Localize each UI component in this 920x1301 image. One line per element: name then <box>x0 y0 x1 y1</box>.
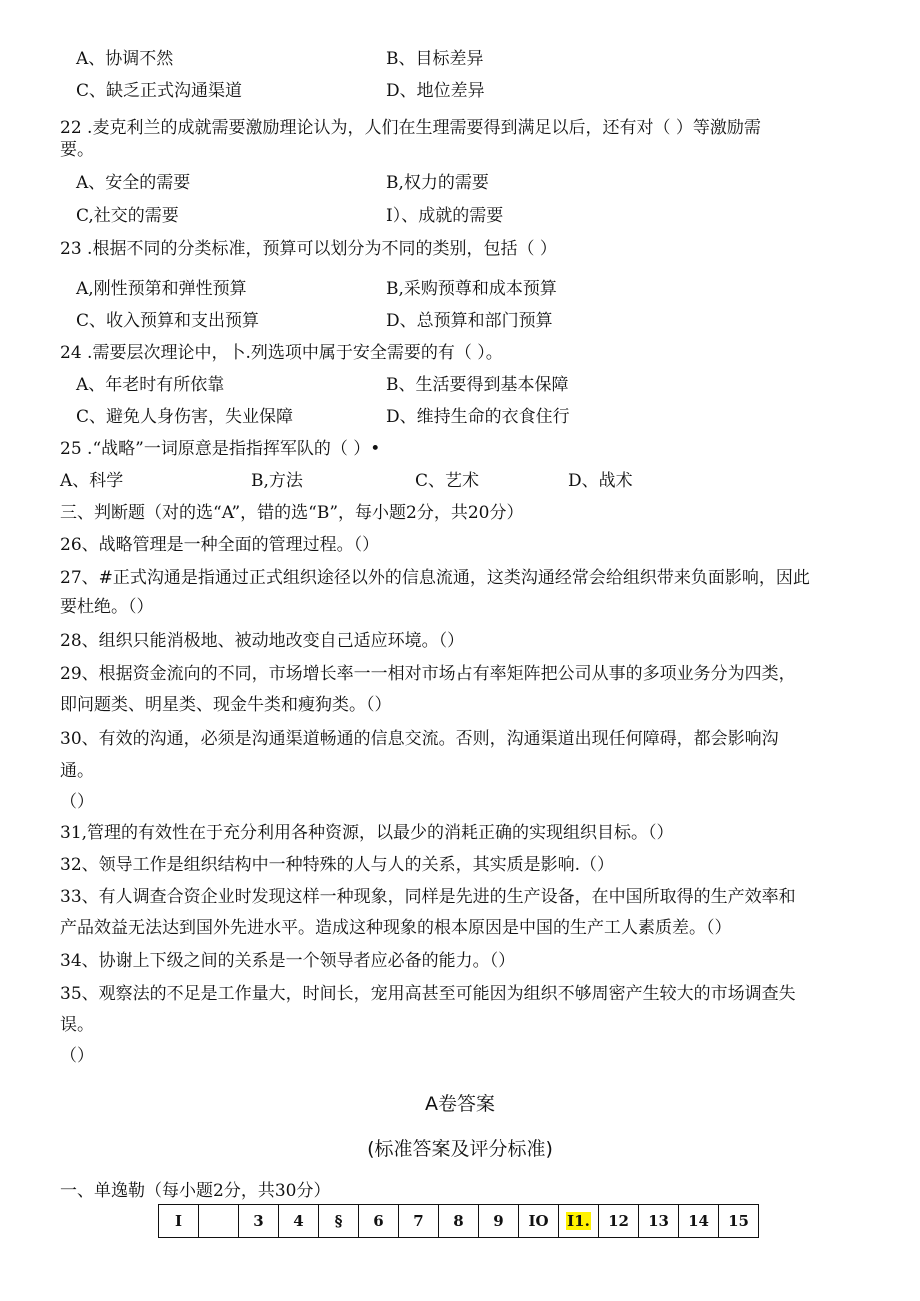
judgment-33-line2: 产品效益无法达到国外先进水平。造成这种现象的根本原因是中国的生产工人素质差。（） <box>60 918 732 938</box>
answer-cell: 13 <box>639 1205 679 1238</box>
q21-option-d: D、地位差异 <box>386 81 485 101</box>
q24-option-a: A、年老时有所依靠 <box>76 375 225 395</box>
q25-option-c: C、艺术 <box>415 471 480 491</box>
judgment-26: 26、战略管理是一种全面的管理过程。（） <box>60 535 380 555</box>
section3-title: 三、判断题（对的选“A”，错的选“B”，每小题2分，共20分） <box>60 503 524 523</box>
answer-section1-title: 一、单逸勒（每小题2分，共30分） <box>60 1181 331 1201</box>
q22-option-c: C,社交的需要 <box>76 206 179 226</box>
q23-option-c: C、收入预算和支出预算 <box>76 311 260 331</box>
q24-option-b: B、生活要得到基本保障 <box>386 375 569 395</box>
q21-option-c: C、缺乏正式沟通渠道 <box>76 81 243 101</box>
judgment-29-line2: 即问题类、明星类、现金牛类和瘦狗类。（） <box>60 695 392 715</box>
q25-option-a: A、科学 <box>60 471 124 491</box>
q24-option-c: C、避免人身伤害，失业保障 <box>76 407 294 427</box>
answer-table-header-row <box>159 1205 759 1238</box>
q21-option-b: B、目标差异 <box>386 49 484 69</box>
answer-cell: 3 <box>239 1205 279 1238</box>
answer-table <box>158 1204 759 1238</box>
judgment-35-line2: 误。 <box>60 1015 94 1035</box>
judgment-31: 31,管理的有效性在于充分利用各种资源，以最少的消耗正确的实现组织目标。（） <box>60 823 674 843</box>
q21-option-a: A、协调不然 <box>76 49 174 69</box>
answer-cell: 12 <box>599 1205 639 1238</box>
answer-cell: 15 <box>719 1205 759 1238</box>
highlight-mark: I1. <box>567 1212 590 1230</box>
answer-cell: 6 <box>359 1205 399 1238</box>
answer-cell: 9 <box>479 1205 519 1238</box>
judgment-34: 34、协谢上下级之间的关系是一个领导者应必备的能力。（） <box>60 951 516 971</box>
judgment-30-line2: 通。 <box>60 761 94 781</box>
q22-stem-line2: 要。 <box>60 140 94 160</box>
judgment-27-line2: 要杜绝。（） <box>60 597 154 617</box>
q22-stem-line1: 22 .麦克利兰的成就需要激励理论认为，人们在生理需要得到满足以后，还有对（ ）等激励需 <box>60 118 761 138</box>
judgment-35-line1: 35、观察法的不足是工作量大，时间长，宠用高甚至可能因为组织不够周密产生较大的市场调查失 <box>60 984 796 1004</box>
answer-cell: 7 <box>399 1205 439 1238</box>
q23-stem: 23 .根据不同的分类标准，预算可以划分为不同的类别，包括（ ） <box>60 239 557 259</box>
answer-cell: 8 <box>439 1205 479 1238</box>
answer-cell-highlighted <box>559 1205 599 1238</box>
answer-subtitle: (标准答案及评分标准) <box>367 1138 553 1160</box>
judgment-29-line1: 29、根据资金流向的不同，市场增长率一一相对市场占有率矩阵把公司从事的多项业务分为四类， <box>60 664 796 684</box>
judgment-28: 28、组织只能消极地、被动地改变自己适应环境。（） <box>60 631 465 651</box>
q22-option-b: B,权力的需要 <box>386 173 489 193</box>
judgment-30-line1: 30、有效的沟通，必须是沟通渠道畅通的信息交流。否则，沟通渠道出现任何障碍，都会影响沟 <box>60 729 779 749</box>
q23-option-d: D、总预算和部门预算 <box>386 311 553 331</box>
q25-stem: 25 .“战略”一词原意是指指挥军队的（ ）• <box>60 439 381 459</box>
judgment-27-line1: 27、#正式沟通是指通过正式组织途径以外的信息流通，这类沟通经常会给组织带来负面影响，因此 <box>60 568 810 588</box>
q23-option-b: B,采购预尊和成本预算 <box>386 279 557 299</box>
judgment-30-line3: （） <box>60 792 94 812</box>
q24-option-d: D、维持生命的衣食住行 <box>386 407 570 427</box>
answer-cell: 4 <box>279 1205 319 1238</box>
q25-option-d: D、战术 <box>568 471 633 491</box>
q22-option-a: A、安全的需要 <box>76 173 191 193</box>
judgment-33-line1: 33、有人调查合资企业时发现这样一种现象，同样是先进的生产设备，在中国所取得的生产效率和 <box>60 887 796 907</box>
q23-option-a: A,刚性预第和弹性预算 <box>76 279 247 299</box>
q25-option-b: B,方法 <box>251 471 303 491</box>
answer-cell: 14 <box>679 1205 719 1238</box>
answer-cell: IO <box>519 1205 559 1238</box>
answer-title: A卷答案 <box>425 1093 495 1115</box>
answer-cell <box>199 1205 239 1238</box>
judgment-32: 32、领导工作是组织结构中一种特殊的人与人的关系，其实质是影响.（） <box>60 855 615 875</box>
q24-stem: 24 .需要层次理论中，卜.列选项中属于安全需要的有（ ）。 <box>60 343 503 363</box>
q22-option-d: I）、成就的需要 <box>386 206 504 226</box>
answer-cell: I <box>159 1205 199 1238</box>
answer-cell: § <box>319 1205 359 1238</box>
judgment-35-line3: （） <box>60 1046 94 1066</box>
